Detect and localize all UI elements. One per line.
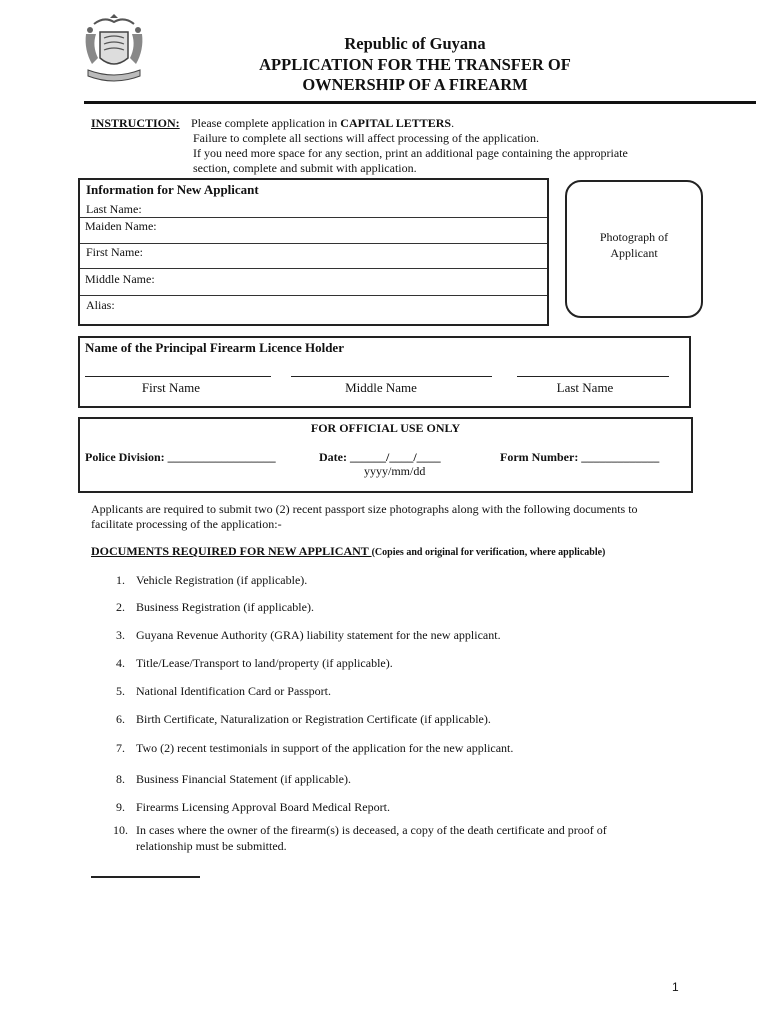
- document-item-number: 2.: [116, 600, 125, 614]
- document-item-text: Vehicle Registration (if applicable).: [136, 573, 308, 587]
- documents-heading: [91, 544, 605, 559]
- document-item-text: Firearms Licensing Approval Board Medical Report.: [136, 800, 390, 814]
- instruction-line-2: Failure to complete all sections will affect processing of the application.: [193, 131, 540, 145]
- document-item-text: Guyana Revenue Authority (GRA) liability statement for the new applicant.: [136, 628, 501, 642]
- holder-last-name-label: Last Name: [556, 380, 614, 395]
- document-item-text: Business Financial Statement (if applicable).: [136, 772, 351, 786]
- document-item-text: In cases where the owner of the firearm(s) is deceased, a copy of the death certificate and proof of: [136, 823, 607, 837]
- holder-first-name-field[interactable]: [85, 376, 271, 377]
- instruction-line-1-text: Please complete application in: [191, 116, 341, 130]
- photo-label-line1: Photograph of: [599, 230, 669, 244]
- document-item-text: Birth Certificate, Naturalization or Registration Certificate (if applicable).: [136, 712, 491, 726]
- new-applicant-heading: Information for New Applicant: [86, 182, 259, 197]
- header-title-line1: APPLICATION FOR THE TRANSFER OF: [259, 55, 571, 74]
- holder-middle-name-label: Middle Name: [345, 380, 417, 395]
- photo-label-line2: Applicant: [610, 246, 658, 260]
- header-title-line2: OWNERSHIP OF A FIREARM: [302, 75, 528, 94]
- police-division-field[interactable]: Police Division: __________________: [85, 450, 276, 464]
- documents-heading-title: DOCUMENTS REQUIRED FOR NEW APPLICANT: [91, 544, 372, 558]
- official-use-heading: FOR OFFICIAL USE ONLY: [310, 421, 461, 435]
- document-item-number: 8.: [116, 772, 125, 786]
- document-item-number: 7.: [116, 741, 125, 755]
- document-item-number: 6.: [116, 712, 125, 726]
- alias-field[interactable]: [80, 296, 547, 324]
- holder-first-name-label: First Name: [141, 380, 201, 395]
- document-item-number: 5.: [116, 684, 125, 698]
- document-item-number: 4.: [116, 656, 125, 670]
- middle-name-field[interactable]: [80, 268, 547, 296]
- document-item-number: 1.: [116, 573, 125, 587]
- intro-line-2: facilitate processing of the application:-: [91, 517, 282, 531]
- licence-holder-heading: Name of the Principal Firearm Licence Holder: [85, 340, 344, 355]
- last-name-field[interactable]: [80, 200, 547, 217]
- instruction-capital-letters: CAPITAL LETTERS: [340, 116, 452, 130]
- page-number: 1: [672, 980, 679, 994]
- footnote-divider: [91, 876, 200, 878]
- first-name-field[interactable]: [80, 244, 547, 268]
- instruction-line-1: [191, 116, 454, 131]
- middle-name-label: Middle Name:: [85, 272, 155, 286]
- date-field[interactable]: Date: ______/____/____: [319, 450, 441, 464]
- coat-of-arms-logo: [80, 14, 148, 86]
- last-name-label: Last Name:: [86, 202, 142, 216]
- document-item-number: 9.: [116, 800, 125, 814]
- document-item-text: Title/Lease/Transport to land/property (if applicable).: [136, 656, 393, 670]
- date-format-hint: yyyy/mm/dd: [364, 464, 426, 478]
- instruction-line-3: If you need more space for any section, print an additional page containing the appropriate: [193, 146, 628, 160]
- form-number-field[interactable]: Form Number: _____________: [500, 450, 660, 464]
- document-item-number: 10.: [113, 823, 128, 837]
- holder-last-name-field[interactable]: [517, 376, 669, 377]
- intro-line-1: Applicants are required to submit two (2) recent passport size photographs along with the following documents to: [91, 502, 638, 516]
- maiden-name-label: Maiden Name:: [85, 219, 157, 233]
- first-name-label: First Name:: [86, 245, 143, 259]
- header-country: Republic of Guyana: [344, 34, 486, 53]
- alias-label: Alias:: [86, 298, 115, 312]
- maiden-name-field[interactable]: [80, 217, 547, 244]
- documents-heading-note: (Copies and original for verification, where applicable): [371, 547, 606, 558]
- header-divider: [84, 101, 756, 104]
- document-item-text: Business Registration (if applicable).: [136, 600, 314, 614]
- instruction-line-1-end: .: [451, 116, 455, 130]
- document-item-number: 3.: [116, 628, 125, 642]
- instruction-label: INSTRUCTION:: [91, 116, 180, 130]
- holder-middle-name-field[interactable]: [291, 376, 492, 377]
- photo-label: [565, 229, 703, 261]
- instruction-line-4: section, complete and submit with application.: [193, 161, 417, 175]
- document-item-text-continued: relationship must be submitted.: [136, 839, 287, 853]
- document-item-text: National Identification Card or Passport.: [136, 684, 331, 698]
- document-item-text: Two (2) recent testimonials in support of the application for the new applicant.: [136, 741, 514, 755]
